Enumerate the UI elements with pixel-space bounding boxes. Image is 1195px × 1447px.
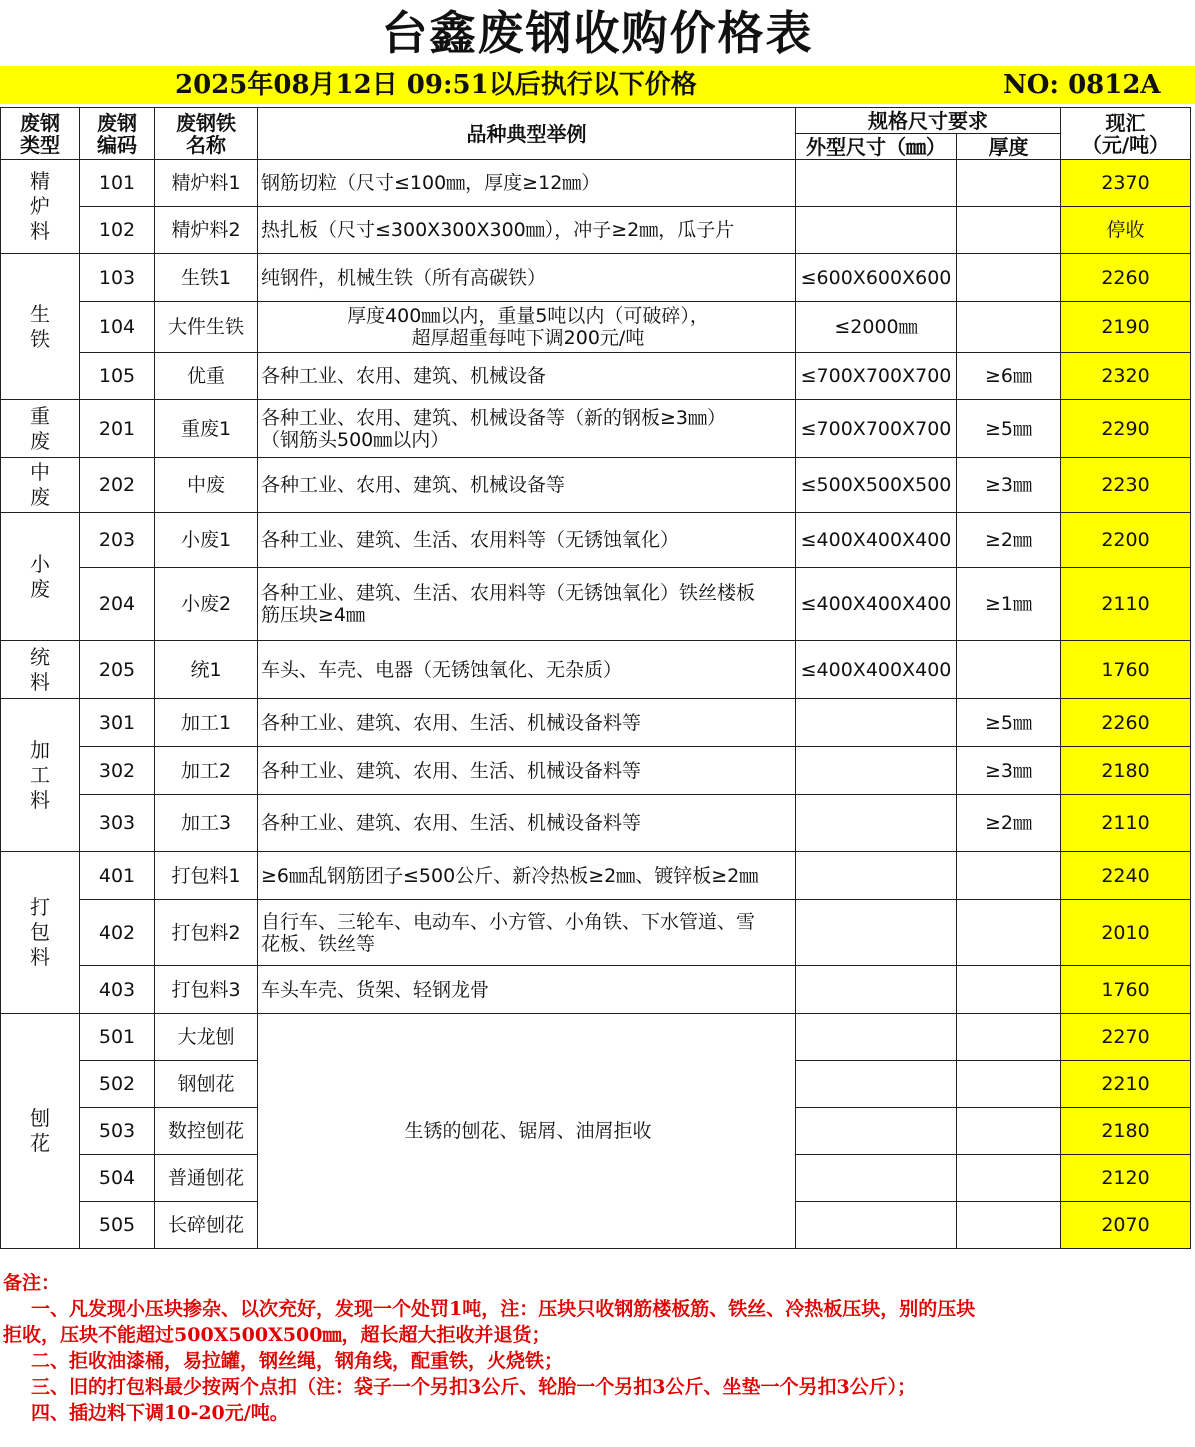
outer-size-cell: ≤400X400X400 <box>796 568 957 641</box>
header-code: 废钢 编码 <box>80 108 155 160</box>
code-cell: 205 <box>80 641 155 699</box>
table-row <box>1 966 1191 1014</box>
price-cell: 2180 <box>1061 1108 1191 1155</box>
header-price: 现汇 （元/吨） <box>1061 108 1191 160</box>
price-cell: 2120 <box>1061 1155 1191 1202</box>
code-cell: 302 <box>80 747 155 795</box>
price-cell: 2230 <box>1061 458 1191 513</box>
header-type: 废钢 类型 <box>1 108 80 160</box>
outer-size-cell: ≤600X600X600 <box>796 254 957 302</box>
code-cell: 103 <box>80 254 155 302</box>
outer-size-cell: ≤400X400X400 <box>796 641 957 699</box>
outer-size-cell: ≤400X400X400 <box>796 513 957 568</box>
price-cell: 1760 <box>1061 966 1191 1014</box>
description-cell: 钢筋切粒（尺寸≤100㎜，厚度≥12㎜） <box>258 160 796 207</box>
thickness-cell: ≥3㎜ <box>957 458 1061 513</box>
outer-size-cell <box>796 747 957 795</box>
name-cell: 打包料2 <box>155 900 258 966</box>
note-1: 一、凡发现小压块掺杂、以次充好，发现一个处罚1吨，注：压块只收钢筋楼板筋、铁丝、冷热板压块，别的压块 <box>31 1298 976 1320</box>
thickness-cell: ≥6㎜ <box>957 353 1061 400</box>
outer-size-cell <box>796 1202 957 1249</box>
name-cell: 统1 <box>155 641 258 699</box>
thickness-cell <box>957 254 1061 302</box>
thickness-cell <box>957 302 1061 353</box>
date-band <box>0 66 1195 104</box>
code-cell: 503 <box>80 1108 155 1155</box>
header-thickness: 厚度 <box>957 134 1061 160</box>
table-row <box>1 568 1191 641</box>
price-cell: 2010 <box>1061 900 1191 966</box>
price-cell: 2240 <box>1061 852 1191 900</box>
note-2: 二、拒收油漆桶，易拉罐，钢丝绳，钢角线，配重铁，火烧铁； <box>31 1350 564 1372</box>
outer-size-cell <box>796 1108 957 1155</box>
name-cell: 打包料3 <box>155 966 258 1014</box>
category-cell: 重 废 <box>1 400 80 458</box>
price-table <box>0 107 1191 1249</box>
price-cell: 2110 <box>1061 568 1191 641</box>
category-cell: 精 炉 料 <box>1 160 80 254</box>
outer-size-cell <box>796 900 957 966</box>
category-cell: 中 废 <box>1 458 80 513</box>
thickness-cell <box>957 1061 1061 1108</box>
table-row <box>1 900 1191 966</box>
category-cell: 打 包 料 <box>1 852 80 1014</box>
category-cell: 统 料 <box>1 641 80 699</box>
category-cell: 小 废 <box>1 513 80 641</box>
name-cell: 钢刨花 <box>155 1061 258 1108</box>
table-row <box>1 353 1191 400</box>
code-cell: 303 <box>80 795 155 852</box>
table-row <box>1 795 1191 852</box>
price-cell: 2270 <box>1061 1014 1191 1061</box>
code-cell: 204 <box>80 568 155 641</box>
price-cell: 2180 <box>1061 747 1191 795</box>
description-cell: 各种工业、建筑、生活、农用料等（无锈蚀氧化）铁丝楼板 筋压块≥4㎜ <box>258 568 796 641</box>
table-row <box>1 207 1191 254</box>
name-cell: 小废2 <box>155 568 258 641</box>
name-cell: 加工2 <box>155 747 258 795</box>
price-cell: 2260 <box>1061 699 1191 747</box>
description-cell: ≥6㎜乱钢筋团子≤500公斤、新冷热板≥2㎜、镀锌板≥2㎜ <box>258 852 796 900</box>
description-cell: 各种工业、建筑、农用、生活、机械设备料等 <box>258 747 796 795</box>
name-cell: 打包料1 <box>155 852 258 900</box>
name-cell: 生铁1 <box>155 254 258 302</box>
code-cell: 401 <box>80 852 155 900</box>
name-cell: 普通刨花 <box>155 1155 258 1202</box>
outer-size-cell <box>796 795 957 852</box>
name-cell: 大件生铁 <box>155 302 258 353</box>
name-cell: 中废 <box>155 458 258 513</box>
name-cell: 精炉料2 <box>155 207 258 254</box>
description-cell: 各种工业、农用、建筑、机械设备等 <box>258 458 796 513</box>
outer-size-cell <box>796 966 957 1014</box>
price-cell: 停收 <box>1061 207 1191 254</box>
price-cell: 2210 <box>1061 1061 1191 1108</box>
note-1-continued: 拒收，压块不能超过500X500X500㎜，超长超大拒收并退货； <box>3 1324 551 1346</box>
price-cell: 2070 <box>1061 1202 1191 1249</box>
outer-size-cell: ≤500X500X500 <box>796 458 957 513</box>
header-row <box>1 108 1191 134</box>
category-cell: 加 工 料 <box>1 699 80 852</box>
price-cell: 2260 <box>1061 254 1191 302</box>
name-cell: 小废1 <box>155 513 258 568</box>
header-outer-size: 外型尺寸（㎜） <box>796 134 957 160</box>
outer-size-cell <box>796 1155 957 1202</box>
price-cell: 1760 <box>1061 641 1191 699</box>
category-cell: 生 铁 <box>1 254 80 400</box>
table-row <box>1 747 1191 795</box>
table-row <box>1 852 1191 900</box>
effective-date: 2025年08月12日 09:51以后执行以下价格 <box>175 70 697 100</box>
code-cell: 104 <box>80 302 155 353</box>
thickness-cell <box>957 1014 1061 1061</box>
page-title: 台鑫废钢收购价格表 <box>381 6 814 60</box>
thickness-cell: ≥3㎜ <box>957 747 1061 795</box>
thickness-cell: ≥5㎜ <box>957 400 1061 458</box>
thickness-cell: ≥2㎜ <box>957 513 1061 568</box>
thickness-cell <box>957 1108 1061 1155</box>
table-row <box>1 699 1191 747</box>
name-cell: 重废1 <box>155 400 258 458</box>
description-cell: 车头、车壳、电器（无锈蚀氧化、无杂质） <box>258 641 796 699</box>
note-3: 三、旧的打包料最少按两个点扣（注：袋子一个另扣3公斤、轮胎一个另扣3公斤、坐垫一个另扣3公斤）； <box>31 1376 917 1398</box>
price-cell: 2200 <box>1061 513 1191 568</box>
table-row <box>1 302 1191 353</box>
price-cell: 2190 <box>1061 302 1191 353</box>
name-cell: 加工1 <box>155 699 258 747</box>
description-cell: 纯钢件，机械生铁（所有高碳铁） <box>258 254 796 302</box>
code-cell: 501 <box>80 1014 155 1061</box>
header-example: 品种典型举例 <box>258 108 796 160</box>
name-cell: 大龙刨 <box>155 1014 258 1061</box>
code-cell: 403 <box>80 966 155 1014</box>
description-cell: 各种工业、农用、建筑、机械设备等（新的钢板≥3㎜） （钢筋头500㎜以内） <box>258 400 796 458</box>
name-cell: 加工3 <box>155 795 258 852</box>
outer-size-cell: ≤700X700X700 <box>796 400 957 458</box>
outer-size-cell <box>796 699 957 747</box>
thickness-cell <box>957 160 1061 207</box>
table-row <box>1 513 1191 568</box>
outer-size-cell: ≤2000㎜ <box>796 302 957 353</box>
code-cell: 402 <box>80 900 155 966</box>
header-spec: 规格尺寸要求 <box>796 108 1061 134</box>
name-cell: 精炉料1 <box>155 160 258 207</box>
note-4: 四、插边料下调10-20元/吨。 <box>31 1402 289 1424</box>
outer-size-cell <box>796 852 957 900</box>
outer-size-cell <box>796 1014 957 1061</box>
description-cell: 各种工业、建筑、生活、农用料等（无锈蚀氧化） <box>258 513 796 568</box>
description-cell: 各种工业、建筑、农用、生活、机械设备料等 <box>258 699 796 747</box>
code-cell: 201 <box>80 400 155 458</box>
price-cell: 2290 <box>1061 400 1191 458</box>
outer-size-cell <box>796 160 957 207</box>
outer-size-cell <box>796 207 957 254</box>
code-cell: 504 <box>80 1155 155 1202</box>
price-cell: 2110 <box>1061 795 1191 852</box>
table-row <box>1 1014 1191 1061</box>
code-cell: 202 <box>80 458 155 513</box>
table-row <box>1 254 1191 302</box>
table-row <box>1 641 1191 699</box>
thickness-cell <box>957 207 1061 254</box>
header-name: 废钢铁 名称 <box>155 108 258 160</box>
description-cell: 自行车、三轮车、电动车、小方管、小角铁、下水管道、雪 花板、铁丝等 <box>258 900 796 966</box>
thickness-cell <box>957 1155 1061 1202</box>
code-cell: 105 <box>80 353 155 400</box>
price-cell: 2370 <box>1061 160 1191 207</box>
code-cell: 203 <box>80 513 155 568</box>
outer-size-cell <box>796 1061 957 1108</box>
code-cell: 301 <box>80 699 155 747</box>
price-cell: 2320 <box>1061 353 1191 400</box>
description-cell: 生锈的刨花、锯屑、油屑拒收 <box>258 1014 796 1249</box>
notes <box>3 1270 1188 1426</box>
category-cell: 刨 花 <box>1 1014 80 1249</box>
thickness-cell <box>957 641 1061 699</box>
name-cell: 数控刨花 <box>155 1108 258 1155</box>
thickness-cell <box>957 1202 1061 1249</box>
table-row <box>1 458 1191 513</box>
code-cell: 502 <box>80 1061 155 1108</box>
notes-heading: 备注： <box>3 1272 61 1294</box>
thickness-cell <box>957 966 1061 1014</box>
description-cell: 车头车壳、货架、轻钢龙骨 <box>258 966 796 1014</box>
thickness-cell <box>957 852 1061 900</box>
table-row <box>1 400 1191 458</box>
code-cell: 101 <box>80 160 155 207</box>
outer-size-cell: ≤700X700X700 <box>796 353 957 400</box>
thickness-cell: ≥2㎜ <box>957 795 1061 852</box>
thickness-cell: ≥1㎜ <box>957 568 1061 641</box>
name-cell: 优重 <box>155 353 258 400</box>
description-cell: 热扎板（尺寸≤300X300X300㎜），冲子≥2㎜，瓜子片 <box>258 207 796 254</box>
description-cell: 厚度400㎜以内，重量5吨以内（可破碎）， 超厚超重每吨下调200元/吨 <box>258 302 796 353</box>
table-row <box>1 160 1191 207</box>
thickness-cell <box>957 900 1061 966</box>
description-cell: 各种工业、建筑、农用、生活、机械设备料等 <box>258 795 796 852</box>
thickness-cell: ≥5㎜ <box>957 699 1061 747</box>
code-cell: 505 <box>80 1202 155 1249</box>
name-cell: 长碎刨花 <box>155 1202 258 1249</box>
code-cell: 102 <box>80 207 155 254</box>
document-number: NO: 0812A <box>1003 70 1161 100</box>
description-cell: 各种工业、农用、建筑、机械设备 <box>258 353 796 400</box>
